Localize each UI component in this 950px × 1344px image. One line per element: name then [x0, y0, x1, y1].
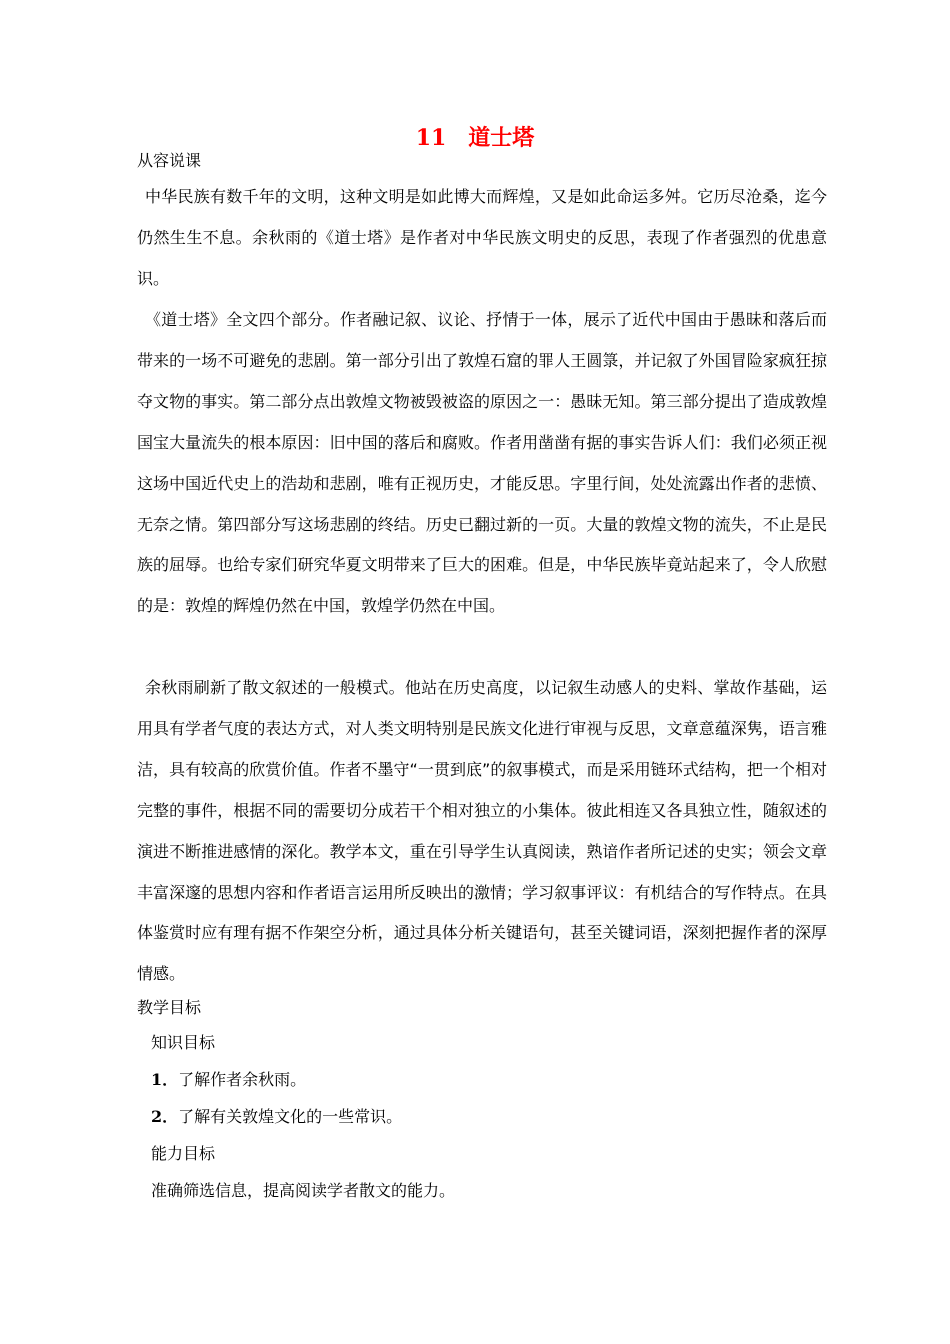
- knowledge-item: [151, 1070, 306, 1090]
- knowledge-heading: 知识目标: [151, 1033, 216, 1052]
- document-title: 11 道士塔: [415, 125, 535, 151]
- goals-heading: 教学目标: [137, 998, 202, 1017]
- item-text: 了解有关敦煌文化的一些常识。: [178, 1107, 403, 1126]
- paragraph-structure: 《道士塔》全文四个部分。作者融记叙、议论、抒情于一体，展示了近代中国由于愚昧和落后而带来的一场不可避免的悲剧。第一部分引出了敦煌石窟的罪人王圆箓，并记叙了外国冒险家疯狂掠夺文物的事实。第二部分点出敦煌文物被毁被盗的原因之一：愚昧无知。第三部分提出了造成敦煌国宝大量流失的根本原因：旧中国的落后和腐败。作者用凿凿有据的事实告诉人们：我们必须正视这场中国近代史上的浩劫和悲剧，唯有正视历史，才能反思。字里行间，处处流露出作者的悲愤、无奈之情。第四部分写这场悲剧的终结。历史已翻过新的一页。大量的敦煌文物的流失，不止是民族的屈辱。也给专家们研究华夏文明带来了巨大的困难。但是，中华民族毕竟站起来了，令人欣慰的是：敦煌的辉煌仍然在中国，敦煌学仍然在中国。: [137, 310, 827, 616]
- paragraph-intro: 中华民族有数千年的文明，这种文明是如此博大而辉煌，又是如此命运多舛。它历尽沧桑，迄今仍然生生不息。余秋雨的《道士塔》是作者对中华民族文明史的反思，表现了作者强烈的优患意识。: [137, 187, 827, 288]
- knowledge-item: [151, 1107, 402, 1127]
- paragraph-style: 余秋雨刷新了散文叙述的一般模式。他站在历史高度，以记叙生动感人的史料、掌故作基础，运用具有学者气度的表达方式，对人类文明特别是民族文化进行审视与反思，文章意蕴深隽，语言雅洁，具有较高的欣赏价值。作者不墨守“一贯到底”的叙事模式，而是采用链环式结构，把一个相对完整的事件，根据不同的需要切分成若干个相对独立的小集体。彼此相连又各具独立性，随叙述的演进不断推进感情的深化。教学本文，重在引导学生认真阅读，熟谙作者所记述的史实；领会文章丰富深邃的思想内容和作者语言运用所反映出的激情；学习叙事评议：有机结合的写作特点。在具体鉴赏时应有理有据不作架空分析，通过具体分析关键语句，甚至关键词语，深刻把握作者的深厚情感。: [137, 678, 827, 984]
- item-number: 2．: [151, 1107, 179, 1126]
- item-number: 1．: [151, 1070, 179, 1089]
- ability-heading: 能力目标: [151, 1144, 216, 1163]
- item-text: 了解作者余秋雨。: [178, 1070, 307, 1089]
- ability-text: 准确筛选信息，提高阅读学者散文的能力。: [151, 1181, 456, 1200]
- section-label: 从容说课: [137, 151, 202, 170]
